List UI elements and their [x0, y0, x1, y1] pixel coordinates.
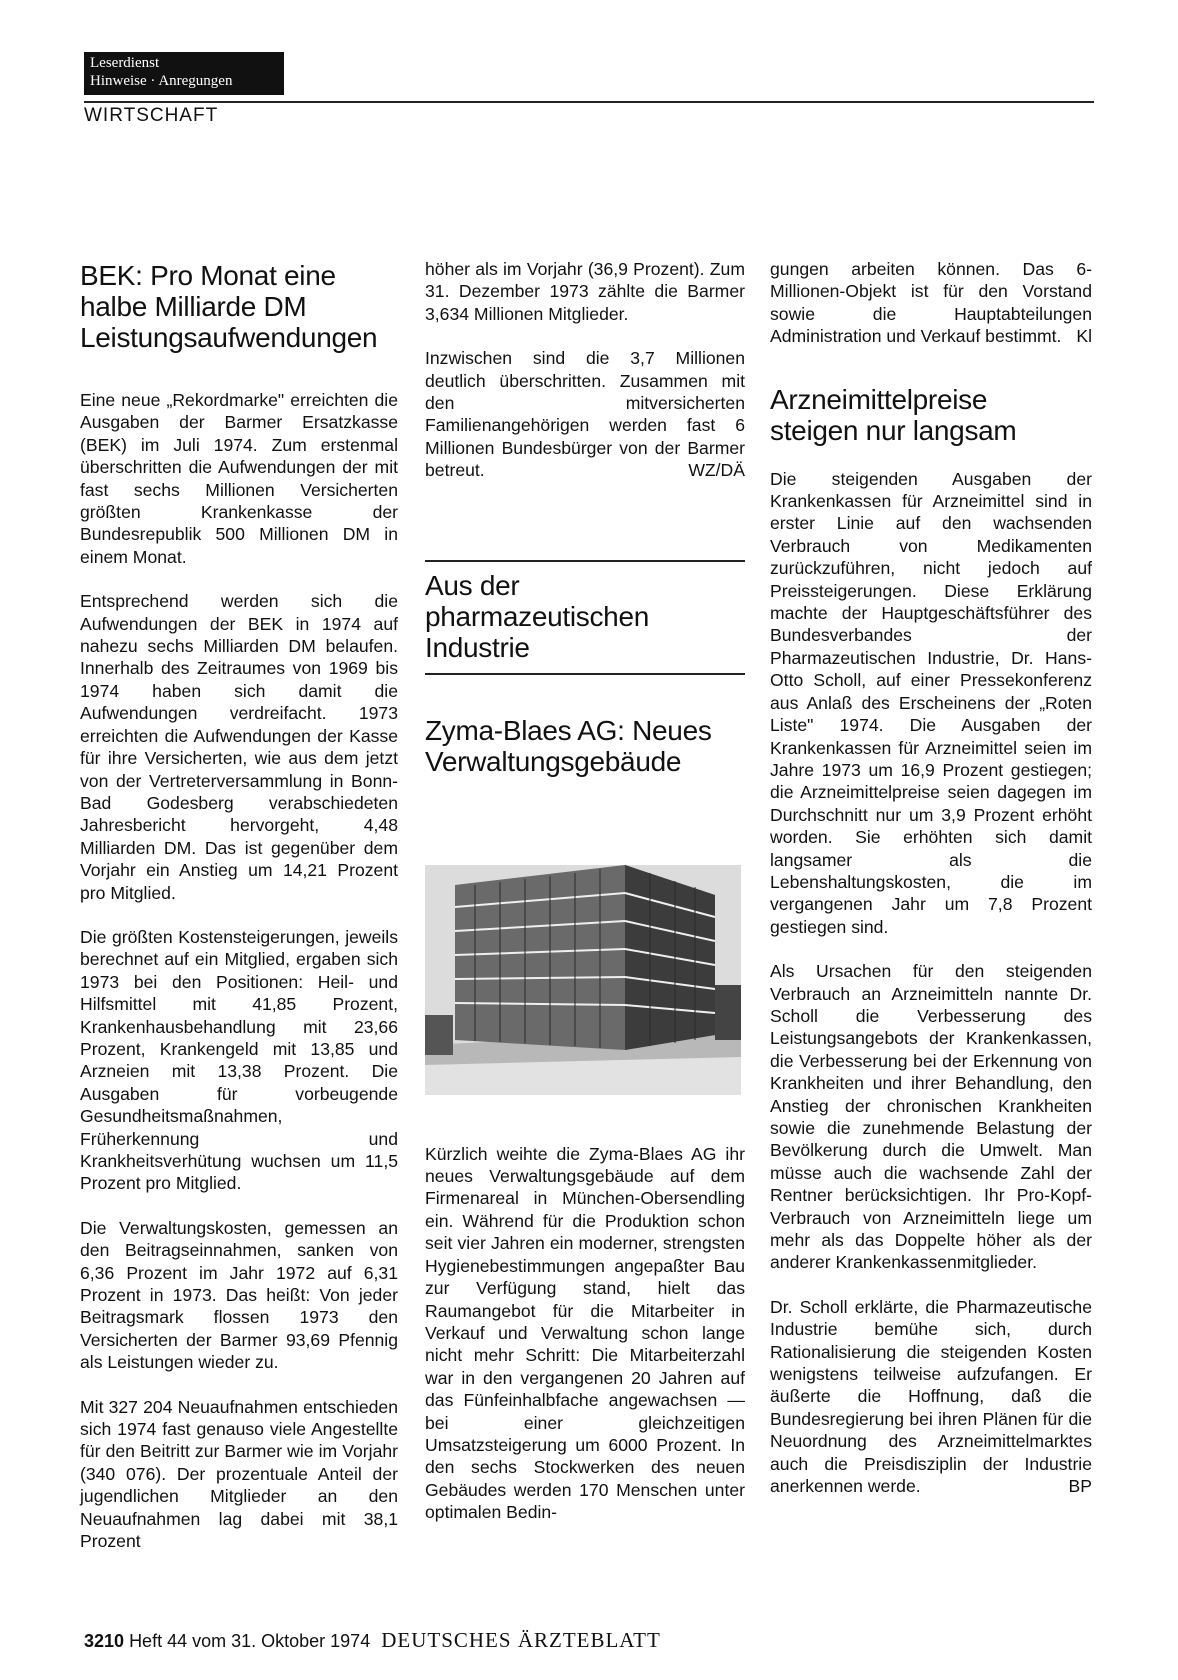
article3-paragraph-3	[770, 1296, 1092, 1498]
article1-paragraph-6: höher als im Vorjahr (36,9 Prozent). Zum 31. Dezember 1973 zählte die Barmer 3,634 Millionen Mitglieder.	[425, 259, 745, 324]
article2-paragraph-2-text: gungen arbeiten können. Das 6-Millionen-Objekt ist für den Vorstand sowie die Hauptabteilungen Administration und Verkauf bestimmt.	[770, 259, 1092, 347]
magazine-name: DEUTSCHES ÄRZTEBLATT	[381, 1628, 661, 1652]
article2-paragraph-1: Kürzlich weihte die Zyma-Blaes AG ihr neues Verwaltungsgebäude auf dem Firmenareal in München-Obersendling ein. Während für die Produktion schon seit vier Jahren ein moderner, strengsten Hygienebestimmungen angepaßter Bau zur Verfügung stand, hielt das Raumangebot für die Mitarbeiter in Verkauf und Verwaltung schon lange nicht mehr Schritt: Die Mitarbeiterzahl war in den vergangenen 20 Jahren auf das Fünfeinhalbfache angewachsen — bei einer gleichzeitigen Umsatzsteigerung um 6000 Prozent. In den sechs Stockwerken des neuen Gebäudes werden 170 Menschen unter optimalen Bedin-	[425, 1143, 745, 1523]
article1-paragraph-7-text: Inzwischen sind die 3,7 Millionen deutlich überschritten. Zusammen mit den mitversicherten Familienangehörigen werden fast 6 Millionen Bundesbürger von der Barmer betreut.	[425, 348, 745, 481]
article1-paragraph-5: Mit 327 204 Neuaufnahmen entschieden sich 1974 fast genauso viele Angestellte für den Beitritt zur Barmer wie im Vorjahr (340 076). Der prozentuale Anteil der jugendlichen Mitglieder an den Neuaufnahmen lag dabei mit 38,1 Prozent	[80, 1396, 398, 1552]
building-photo-svg	[425, 865, 741, 1095]
section-label: WIRTSCHAFT	[84, 105, 219, 126]
tag-line-2: Hinweise · Anregungen	[90, 73, 233, 89]
article2-paragraph-2	[770, 258, 1092, 348]
column-3	[770, 258, 1092, 1498]
column-2	[425, 258, 745, 1546]
article1-title: BEK: Pro Monat eine halbe Milliarde DM Leistungsaufwendungen	[80, 260, 378, 353]
article1-paragraph-4: Die Verwaltungskosten, gemessen an den Beitragseinnahmen, sanken von 6,36 Prozent im Jahr 1972 auf 6,31 Prozent in 1973. Das heißt: Von jeder Beitragsmark flossen 1973 den Versicherten der Barmer 93,69 Pfennig als Leistungen wieder zu.	[80, 1217, 398, 1373]
article2-title: Zyma-Blaes AG: Neues Verwaltungsgebäude	[425, 714, 712, 777]
tag-line-1: Leserdienst	[90, 55, 160, 71]
article3-paragraph-1: Die steigenden Ausgaben der Krankenkassen für Arzneimittel sind in erster Linie auf den wachsenden Verbrauch von Medikamenten zurückzuführen, nicht jedoch auf Preissteigerungen. Diese Erklärung machte der Hauptgeschäftsführer des Bundesverbandes der Pharmazeutischen Industrie, Dr. Hans-Otto Scholl, auf einer Pressekonferenz aus Anlaß des Erscheinens der „Roten Liste" 1974. Die Ausgaben der Krankenkassen für Arzneimittel seien im Jahre 1973 um 16,9 Prozent gestiegen; die Arzneimittelpreise seien dagegen im Durchschnitt nur um 3,9 Prozent erhöht worden. Sie erhöhten sich damit langsamer als die Lebenshaltungskosten, die im vergangenen Jahr um 7,8 Prozent gestiegen sind.	[770, 468, 1092, 937]
article1-paragraph-1: Eine neue „Rekordmarke" erreichten die Ausgaben der Barmer Ersatzkasse (BEK) im Juli 1974. Zum erstenmal überschritten die Aufwendungen der mit fast sechs Millionen Versicherten größten Krankenkasse der Bundesrepublik 500 Millionen DM in einem Monat.	[80, 390, 398, 567]
article3-title: Arzneimittelpreise steigen nur langsam	[770, 383, 1017, 446]
issue-line: Heft 44 vom 31. Oktober 1974	[129, 1631, 371, 1651]
article2-signature: Kl	[1076, 326, 1092, 347]
article1-signature: WZ/DÄ	[688, 460, 745, 481]
article1-paragraph-7	[425, 347, 745, 481]
article1-paragraph-2: Entsprechend werden sich die Aufwendungen der BEK in 1974 auf nahezu sechs Milliarden DM belaufen. Innerhalb des Zeitraumes von 1969 bis 1974 haben sich damit die Aufwendungen verdreifacht. 1973 erreichten die Aufwendungen der Kasse für ihre Versicherten, wie aus dem jetzt von der Vertreterversammlung in Bonn-Bad Godesberg verabschiedeten Jahresbericht hervorgeht, 4,48 Milliarden DM. Das ist gegenüber dem Vorjahr ein Anstieg um 14,21 Prozent pro Mitglied.	[80, 591, 398, 903]
article1-paragraph-3: Die größten Kostensteigerungen, jeweils berechnet auf ein Mitglied, ergaben sich 1973 bei den Positionen: Heil- und Hilfsmittel mit 41,85 Prozent, Krankenhausbehandlung mit 23,66 Prozent, Krankengeld mit 13,85 und Arzneien mit 13,38 Prozent. Die Ausgaben für vorbeugende Gesundheitsmaßnahmen, Früherkennung und Krankheitsverhütung wuchsen um 11,5 Prozent pro Mitglied.	[80, 926, 398, 1194]
page-footer	[84, 1628, 661, 1653]
article3-signature: BP	[1068, 1476, 1092, 1497]
article3-paragraph-3-text: Dr. Scholl erklärte, die Pharmazeutische Industrie bemühe sich, durch Rationalisierung die steigenden Kosten wenigstens teilweise aufzufangen. Er äußerte die Hoffnung, daß die Bundesregierung bei ihren Plänen für die Neuordnung des Arzneimittelmarktes auch die Preisdisziplin der Industrie anerkennen werde.	[770, 1296, 1092, 1497]
article3-paragraph-2: Als Ursachen für den steigenden Verbrauch an Arzneimitteln nannte Dr. Scholl die Verbesserung des Leistungsangebots der Krankenkassen, die Verbesserung bei der Erkennung von Krankheiten und ihrer Behandlung, den Anstieg der chronischen Krankheiten sowie die zunehmende Belastung der Bevölkerung durch die Umwelt. Man müsse auch die wachsende Zahl der Rentner berücksichtigen. Ihr Pro-Kopf-Verbrauch von Arzneimitteln liege um mehr als das Doppelte höher als der anderer Krankenkassenmitglieder.	[770, 961, 1092, 1273]
section2-title: Aus der pharmazeutischen Industrie	[425, 569, 649, 663]
building-photo	[425, 865, 741, 1095]
top-rule	[84, 101, 1094, 103]
page-number: 3210	[84, 1631, 125, 1651]
column-1	[80, 260, 398, 1575]
leserdienst-tag	[84, 52, 284, 95]
